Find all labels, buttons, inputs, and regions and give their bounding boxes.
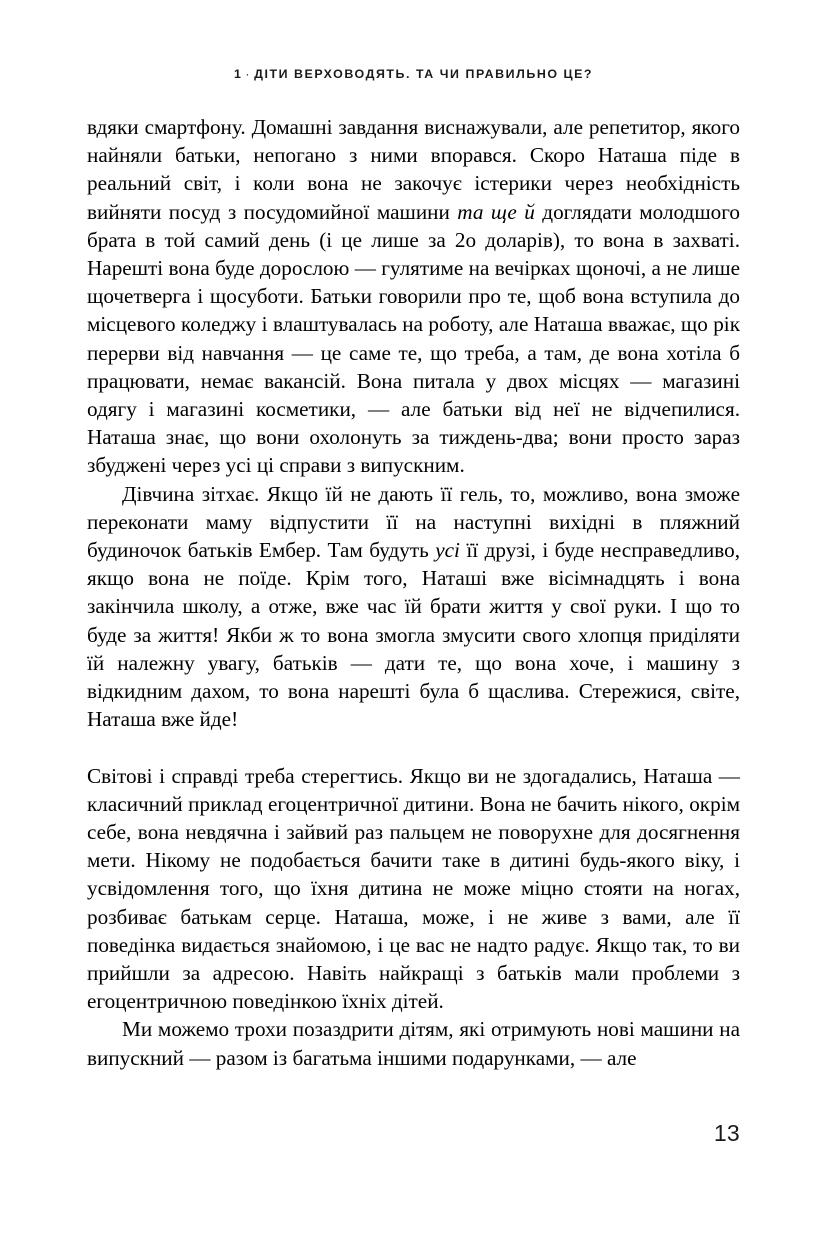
running-head-title: ДІТИ ВЕРХОВОДЯТЬ. ТА ЧИ ПРАВИЛЬНО ЦЕ? [254,67,594,81]
emphasis-text: та ще й [457,199,535,224]
running-head-chapter-number: 1 [233,67,243,81]
body-paragraph: Ми можемо трохи позаздрити дітям, які отримують нові машини на випускний — разом із багатьма іншими подарунками, — але [87,1017,740,1070]
running-head [87,68,740,80]
page-number: 13 [713,1120,740,1146]
emphasis-text: усі [435,538,460,563]
body-paragraph: Дівчина зітхає. Якщо їй не дають її гель, то, можливо, вона зможе переконати маму відпустити її на наступні вихідні в пляжний будиночок батьків Ембер. Там будуть усі її друзі, і буде несправедливо, якщо вона не поїде. Крім того, Наташі вже вісімнадцять і вона закінчила школу, а отже, вже час їй брати життя у свої руки. І що то буде за життя! Якби ж то вона змогла змусити свого хлопця приділяти їй належну увагу, батьків — дати те, що вона хоче, і машину з відкидним дахом, то вона нарешті була б щаслива. Стережися, світе, Наташа вже йде! [87,481,740,732]
body-paragraph: Світові і справді треба стерегтись. Якщо ви не здогадались, Наташа — класичний приклад егоцентричної дитини. Вона не бачить нікого, окрім себе, вона невдячна і зайвий раз пальцем не поворухне для досягнення мети. Нікому не подобається бачити таке в дитині будь-якого віку, і усвідомлення того, що їхня дитина не може міцно стояти на ногах, розбиває батькам серце. Наташа, може, і не живе з вами, але її поведінка видається знайомою, і це вас не надто радує. Якщо так, то ви прийшли за адресою. Навіть найкращі з батьків мали проблеми з егоцентричною поведінкою їхніх дітей. [87,763,740,1014]
running-head-separator: · [245,67,252,81]
body-text-block [87,113,740,1072]
body-paragraph: вдяки смартфону. Домашні завдання виснажували, але репетитор, якого найняли батьки, непогано з ними впорався. Скоро Наташа піде в реальний світ, і коли вона не закочує істерики через необхідність вийняти посуд з посудомийної машини та ще й доглядати молодшого брата в той самий день (і це лише за 2о доларів), то вона в захваті. Нарешті вона буде дорослою — гулятиме на вечірках щоночі, а не лише щочетверга і щосуботи. Батьки говорили про те, щоб вона вступила до місцевого коледжу і влаштувалась на роботу, але Наташа вважає, що рік перерви від навчання — це саме те, що треба, а там, де вона хотіла б працювати, немає вакансій. Вона питала у двох місцях — магазині одягу і магазині косметики, — але батьки від неї не відчепилися. Наташа знає, що вони охолонуть за тиждень-два; вони просто зараз збуджені через усі ці справи з випускним. [87,115,740,478]
